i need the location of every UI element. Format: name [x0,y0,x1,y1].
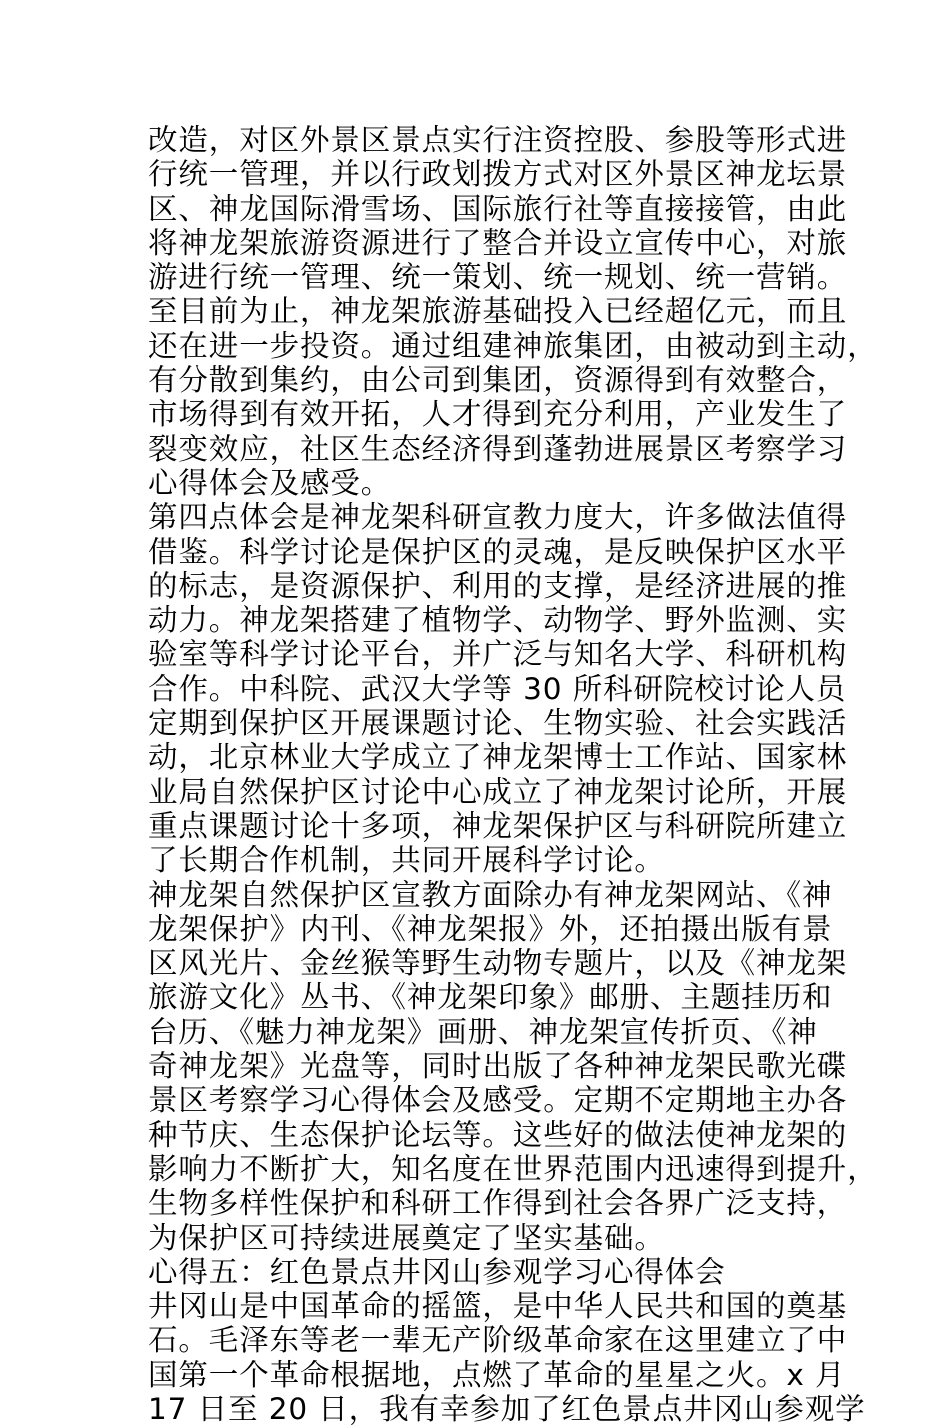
body-text [148,123,878,1426]
text-line: 心得体会及感受。 [148,465,392,500]
text-line: 动，北京林业大学成立了神龙架博士工作站、国家林 [148,740,848,775]
text-line: 奇神龙架》光盘等，同时出版了各种神龙架民歌光碟 [148,1049,848,1084]
section-heading: 心得五：红色景点井冈山参观学习心得体会 [148,1254,726,1289]
text-line: 游进行统一管理、统一策划、统一规划、统一营销。 [148,260,848,295]
text-line: 合作。中科院、武汉大学等 30 所科研院校讨论人员 [148,671,847,706]
text-line: 重点课题讨论十多项，神龙架保护区与科研院所建立 [148,808,848,843]
text-line: 国第一个革命根据地，点燃了革命的星星之火。x 月 [148,1357,846,1392]
text-line: 影响力不断扩大，知名度在世界范围内迅速得到提升， [148,1151,878,1186]
text-line: 改造，对区外景区景点实行注资控股、参股等形式进 [148,123,848,157]
text-line: 景区考察学习心得体会及感受。定期不定期地主办各 [148,1083,848,1118]
text-line: 还在进一步投资。通过组建神旅集团，由被动到主动， [148,328,878,363]
text-line: 种节庆、生态保护论坛等。这些好的做法使神龙架的 [148,1117,848,1152]
text-line: 石。毛泽东等老一辈无产阶级革命家在这里建立了中 [148,1323,848,1358]
text-line: 行统一管理，并以行政划拨方式对区外景区神龙坛景 [148,157,848,192]
text-line: 至目前为止，神龙架旅游基础投入已经超亿元，而且 [148,294,848,329]
text-line: 动力。神龙架搭建了植物学、动物学、野外监测、实 [148,603,848,638]
text-line: 裂变效应，社区生态经济得到蓬勃进展景区考察学习 [148,431,848,466]
text-line: 借鉴。科学讨论是保护区的灵魂，是反映保护区水平 [148,534,848,569]
text-line: 市场得到有效开拓，人才得到充分利用，产业发生了 [148,397,848,432]
text-line: 将神龙架旅游资源进行了整合并设立宣传中心，对旅 [148,225,848,260]
text-line: 生物多样性保护和科研工作得到社会各界广泛支持， [148,1186,848,1221]
text-line: 第四点体会是神龙架科研宣教力度大，许多做法值得 [148,500,848,535]
text-line: 井冈山是中国革命的摇篮，是中华人民共和国的奠基 [148,1289,848,1324]
text-line: 有分散到集约，由公司到集团，资源得到有效整合， [148,363,848,398]
text-line: 龙架保护》内刊、《神龙架报》外，还拍摄出版有景 [148,911,833,946]
text-line: 区、神龙国际滑雪场、国际旅行社等直接接管，由此 [148,191,848,226]
text-line: 业局自然保护区讨论中心成立了神龙架讨论所，开展 [148,774,848,809]
text-line: 为保护区可持续进展奠定了坚实基础。 [148,1220,665,1255]
text-line: 区风光片、金丝猴等野生动物专题片，以及《神龙架 [148,946,848,981]
text-line: 17 日至 20 日，我有幸参加了红色景点井冈山参观学 [148,1391,866,1426]
text-line: 验室等科学讨论平台，并广泛与知名大学、科研机构 [148,637,848,672]
text-line: 旅游文化》丛书、《神龙架印象》邮册、主题挂历和 [148,980,833,1015]
text-line: 了长期合作机制，共同开展科学讨论。 [148,843,665,878]
text-line: 的标志，是资源保护、利用的支撑，是经济进展的推 [148,568,848,603]
text-line: 台历、《魅力神龙架》画册、神龙架宣传折页、《神 [148,1014,818,1049]
text-line: 神龙架自然保护区宣教方面除办有神龙架网站、《神 [148,877,833,912]
text-line: 定期到保护区开展课题讨论、生物实验、社会实践活 [148,706,848,741]
